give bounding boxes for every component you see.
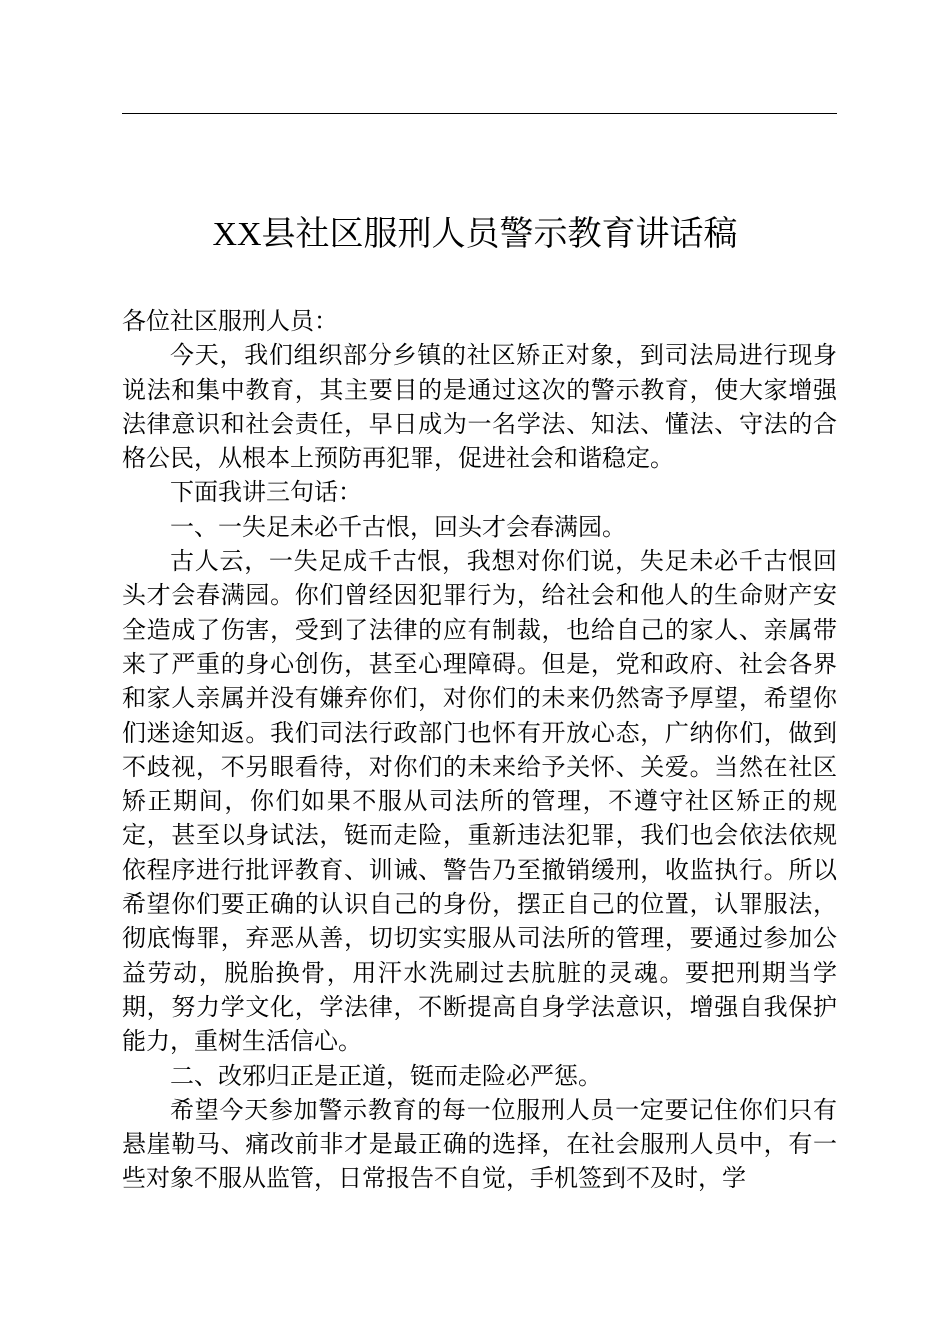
title-main: 县社区服刑人员警示教育讲话稿 bbox=[261, 214, 738, 254]
paragraph-section-2: 希望今天参加警示教育的每一位服刑人员一定要记住你们只有悬崖勒马、痛改前非才是最正确的选择，在社会服刑人员中，有一些对象不服从监管，日常报告不自觉，手机签到不及时，学 bbox=[122, 1095, 837, 1193]
title-prefix: XX bbox=[212, 216, 262, 253]
document-title bbox=[0, 212, 950, 257]
salutation: 各位社区服刑人员： bbox=[122, 307, 338, 335]
header-rule bbox=[122, 113, 837, 114]
paragraph-outline: 下面我讲三句话： bbox=[170, 478, 362, 507]
document-body bbox=[122, 304, 837, 1196]
paragraph-section-1: 古人云，一失足成千古恨，我想对你们说，失足未必千古恨回头才会春满园。你们曾经因犯罪行为，给社会和他人的生命财产安全造成了伤害，受到了法律的应有制裁，也给自己的家人、亲属带来了严重的身心创伤，甚至心理障碍。但是，党和政府、社会各界和家人亲属并没有嫌弃你们，对你们的未来仍然寄予厚望，希望你们迷途知返。我们司法行政部门也怀有开放心态，广纳你们，做到不歧视，不另眼看待，对你们的未来给予关怀、关爱。当然在社区矫正期间，你们如果不服从司法所的管理，不遵守社区矫正的规定，甚至以身试法，铤而走险，重新违法犯罪，我们也会依法依规依程序进行批评教育、训诫、警告乃至撤销缓刑，收监执行。所以希望你们要正确的认识自己的身份，摆正自己的位置，认罪服法，彻底悔罪，弃恶从善，切切实实服从司法所的管理，要通过参加公益劳动，脱胎换骨，用汗水洗刷过去肮脏的灵魂。要把刑期当学期，努力学文化，学法律，不断提高自身学法意识，增强自我保护能力，重树生活信心。 bbox=[122, 547, 837, 1056]
paragraph-intro: 今天，我们组织部分乡镇的社区矫正对象，到司法局进行现身说法和集中教育，其主要目的是通过这次的警示教育，使大家增强法律意识和社会责任，早日成为一名学法、知法、懂法、守法的合格公民，从根本上预防再犯罪，促进社会和谐稳定。 bbox=[122, 341, 837, 473]
section-heading-1: 一、一失足未必千古恨，回头才会春满园。 bbox=[170, 512, 626, 541]
section-heading-2: 二、改邪归正是正道，铤而走险必严惩。 bbox=[170, 1061, 602, 1090]
